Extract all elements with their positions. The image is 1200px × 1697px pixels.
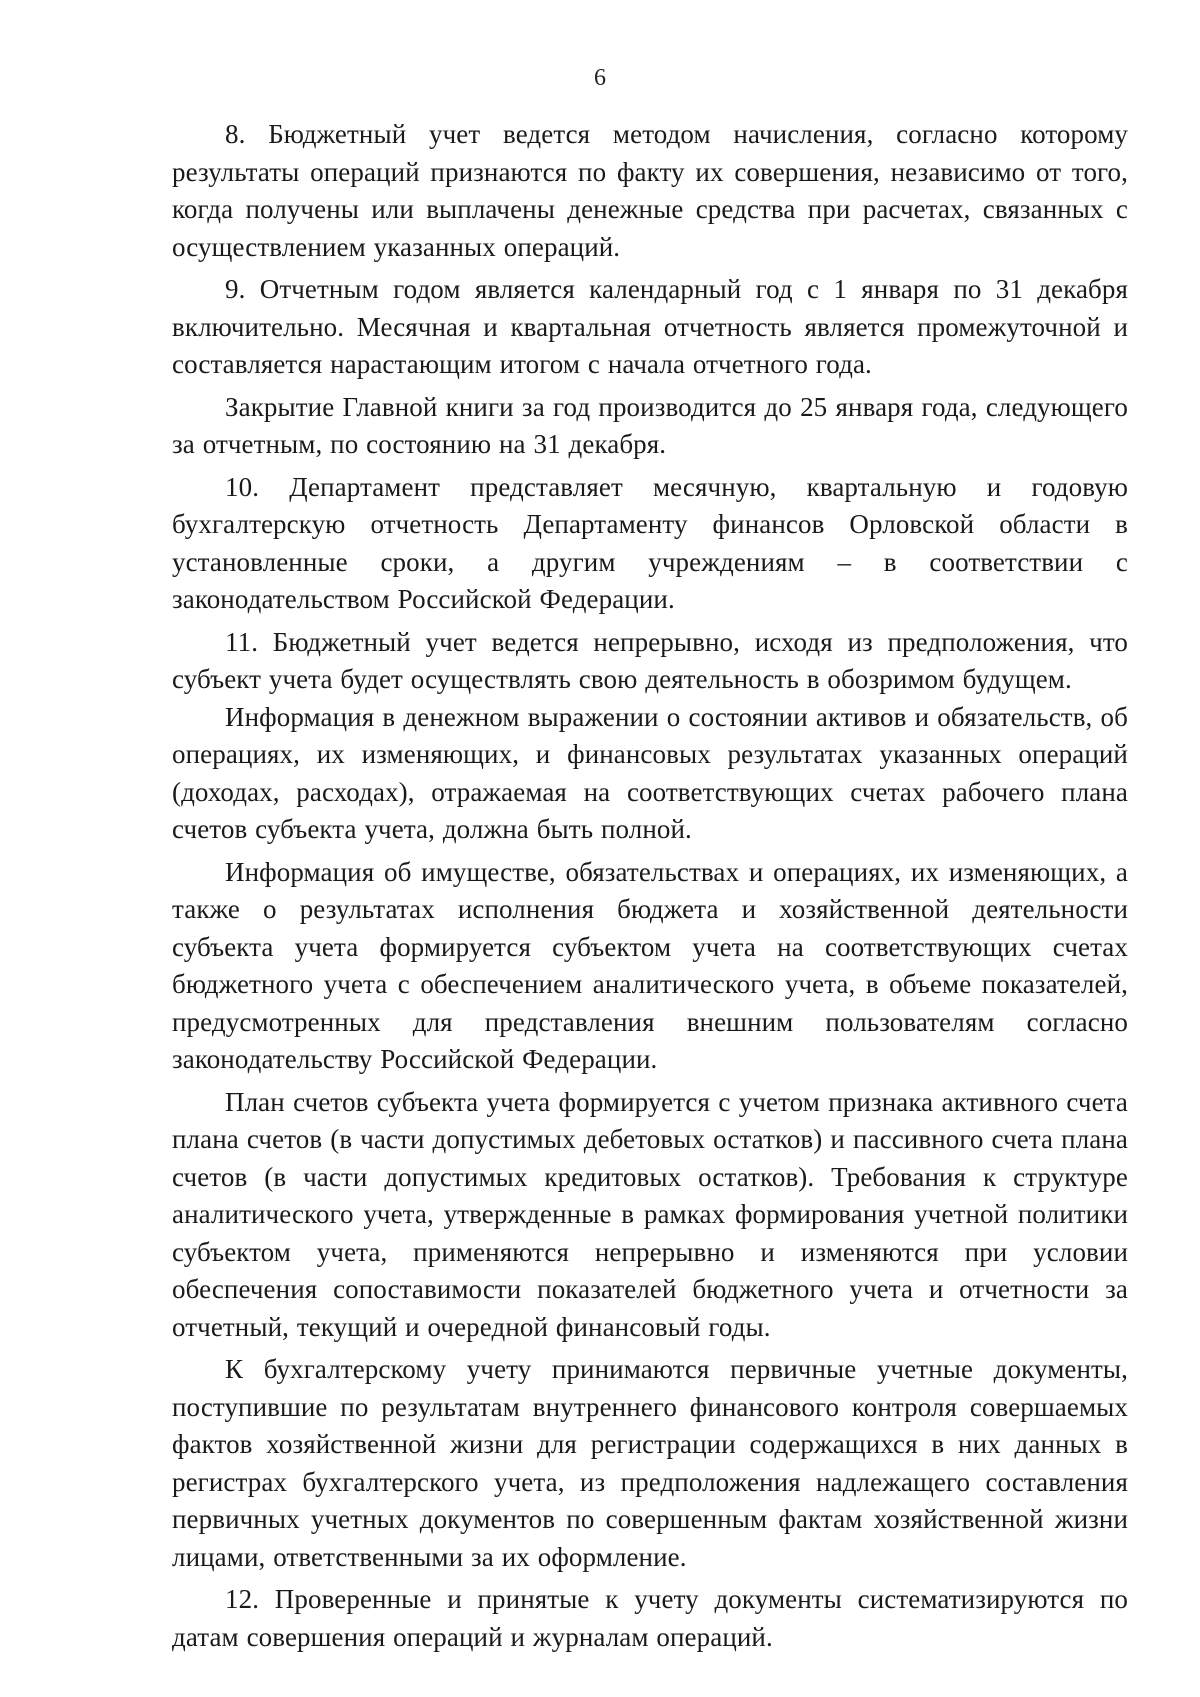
- paragraph-chart-of-accounts: План счетов субъекта учета формируется с учетом признака активного счета плана счетов (в части допустимых дебетовых остатков) и пассивного счета плана счетов (в части допустимых кредитовых остатков). Требования к структуре аналитического учета, утвержденные в рамках формирования учетной политики субъектом учета, применяются непрерывно и изменяются при условии обеспечения сопоставимости показателей бюджетного учета и отчетности за отчетный, текущий и очередной финансовый годы.: [172, 1086, 1128, 1342]
- paragraph-primary-documents: К бухгалтерскому учету принимаются первичные учетные документы, поступившие по результатам внутреннего финансового контроля совершаемых фактов хозяйственной жизни для регистрации содержащихся в них данных в регистрах бухгалтерского учета, из предположения надлежащего составления первичных учетных документов по совершенным фактам хозяйственной жизни лицами, ответственными за их оформление.: [172, 1354, 1128, 1572]
- paragraph-10-reporting-submission: 10. Департамент представляет месячную, квартальную и годовую бухгалтерскую отчетность Департаменту финансов Орловской области в установленные сроки, а другим учреждениям – в соответствии с законодательством Российской Федерации.: [172, 471, 1128, 614]
- document-body: [172, 116, 1128, 1661]
- page-number: 6: [594, 65, 606, 91]
- paragraph-9-reporting-year: 9. Отчетным годом является календарный год с 1 января по 31 декабря включительно. Месячная и квартальная отчетность является промежуточной и составляется нарастающим итогом с начала отчетного года.: [172, 274, 1128, 379]
- paragraph-general-ledger-closing: Закрытие Главной книги за год производится до 25 января года, следующего за отчетным, по состоянию на 31 декабря.: [172, 391, 1128, 459]
- paragraph-information-completeness: Информация в денежном выражении о состоянии активов и обязательств, об операциях, их изменяющих, и финансовых результатах указанных операций (доходах, расходах), отражаемая на соответствующих счетах рабочего плана счетов субъекта учета, должна быть полной.: [172, 701, 1128, 844]
- paragraph-11-going-concern: 11. Бюджетный учет ведется непрерывно, исходя из предположения, что субъект учета будет осуществлять свою деятельность в обозримом будущем.: [172, 626, 1128, 694]
- paragraph-information-property: Информация об имуществе, обязательствах и операциях, их изменяющих, а также о результатах исполнения бюджета и хозяйственной деятельности субъекта учета формируется субъектом учета на соответствующих счетах бюджетного учета с обеспечением аналитического учета, в объеме показателей, предусмотренных для представления внешним пользователям согласно законодательству Российской Федерации.: [172, 856, 1128, 1074]
- paragraph-8-accrual-method: 8. Бюджетный учет ведется методом начисления, согласно которому результаты операций признаются по факту их совершения, независимо от того, когда получены или выплачены денежные средства при расчетах, связанных с осуществлением указанных операций.: [172, 119, 1128, 262]
- paragraph-12-document-systematization: 12. Проверенные и принятые к учету документы систематизируются по датам совершения операций и журналам операций.: [172, 1584, 1128, 1652]
